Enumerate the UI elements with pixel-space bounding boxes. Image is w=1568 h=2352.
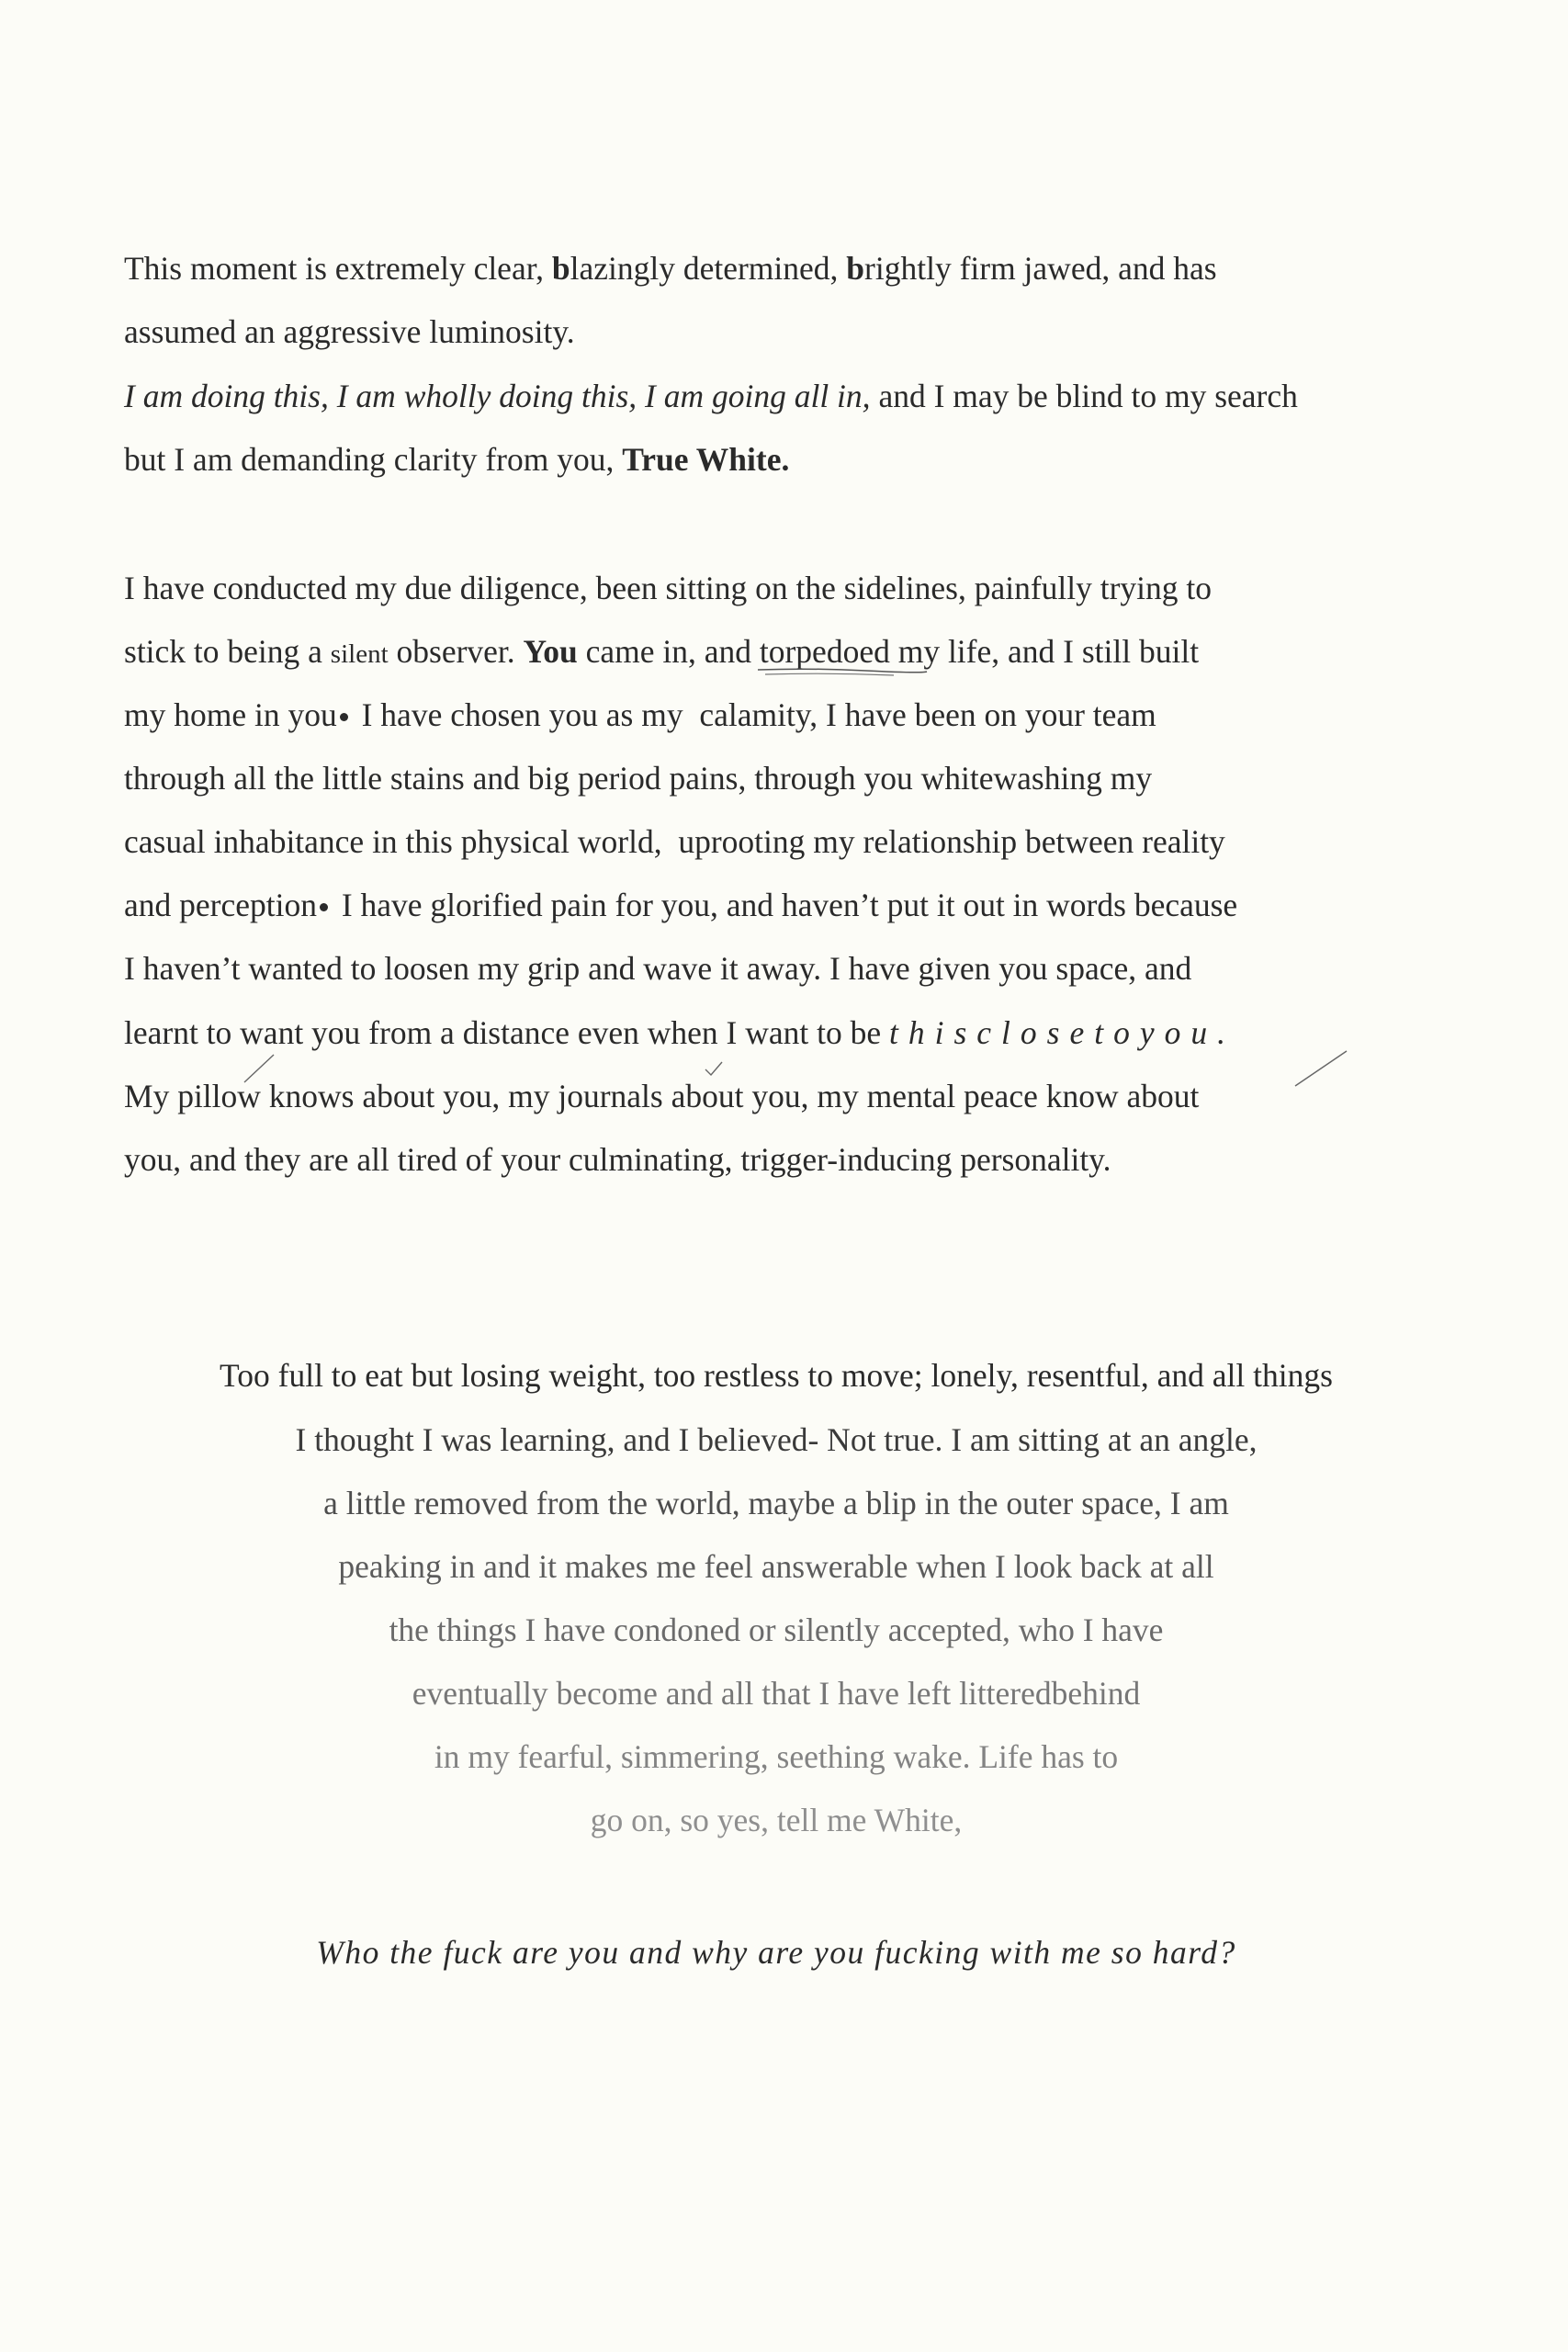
p1-line-4: but I am demanding clarity from you, True White.	[124, 441, 790, 478]
true-white-name: True White.	[622, 441, 790, 478]
fading-line: Too full to eat but losing weight, too restless to move; lonely, resentful, and all things	[220, 1357, 1333, 1394]
p2-line-2: stick to being a silent observer. You came in, and torpedoed my life, and I still built	[124, 636, 1428, 669]
fading-line: eventually become and all that I have left litteredbehind	[412, 1675, 1141, 1712]
tick-mark	[704, 1060, 724, 1077]
spaced-phrase: thisclosetoyou.	[889, 1014, 1235, 1051]
p2-line-1: I have conducted my due diligence, been sitting on the sidelines, painfully trying to	[124, 570, 1213, 606]
bullet-dot	[340, 713, 348, 721]
closing-question: Who the fuck are you and why are you fucking with me so hard?	[316, 1934, 1236, 1971]
p2-line-6: and perception I have glorified pain for you, and haven’t put it out in words because	[124, 887, 1238, 923]
fading-line: go on, so yes, tell me White,	[590, 1802, 963, 1838]
p1-line-3: I am doing this, I am wholly doing this, I am going all in, and I may be blind to my search	[124, 378, 1298, 414]
fading-line: a little removed from the world, maybe a blip in the outer space, I am	[323, 1485, 1229, 1521]
p1-line-2: assumed an aggressive luminosity.	[124, 313, 575, 350]
fading-line: I thought I was learning, and I believed- Not true. I am sitting at an angle,	[295, 1421, 1258, 1458]
bullet-dot	[320, 903, 328, 911]
p2-line-10: you, and they are all tired of your culminating, trigger-inducing personality.	[124, 1141, 1111, 1178]
fading-line: the things I have condoned or silently accepted, who I have	[389, 1611, 1164, 1648]
p2-line-7: I haven’t wanted to loosen my grip and wave it away. I have given you space, and	[124, 950, 1192, 987]
p2-line-3: my home in you I have chosen you as my calamity, I have been on your team	[124, 696, 1156, 733]
italic-declaration: I am doing this, I am wholly doing this, I am going all in,	[124, 378, 871, 414]
torpedoed-word: torpedoed	[760, 633, 890, 670]
p2-line-4: through all the little stains and big period pains, through you whitewashing my	[124, 760, 1153, 797]
fading-line: peaking in and it makes me feel answerable when I look back at all	[338, 1548, 1214, 1585]
p2-line-9: My pillow knows about you, my journals about you, my mental peace know about	[124, 1078, 1200, 1114]
scribble-underline	[756, 666, 931, 679]
p2-line-5: casual inhabitance in this physical world, uprooting my relationship between reality	[124, 823, 1225, 860]
p2-line-8: learnt to want you from a distance even when I want to be thisclosetoyou.	[124, 1014, 1235, 1051]
p1-line-1-text: This moment is extremely clear, blazingly determined, brightly firm jawed, and has	[124, 250, 1217, 287]
fading-line: in my fearful, simmering, seething wake. Life has to	[434, 1738, 1119, 1775]
p1-line-1	[124, 250, 1428, 287]
